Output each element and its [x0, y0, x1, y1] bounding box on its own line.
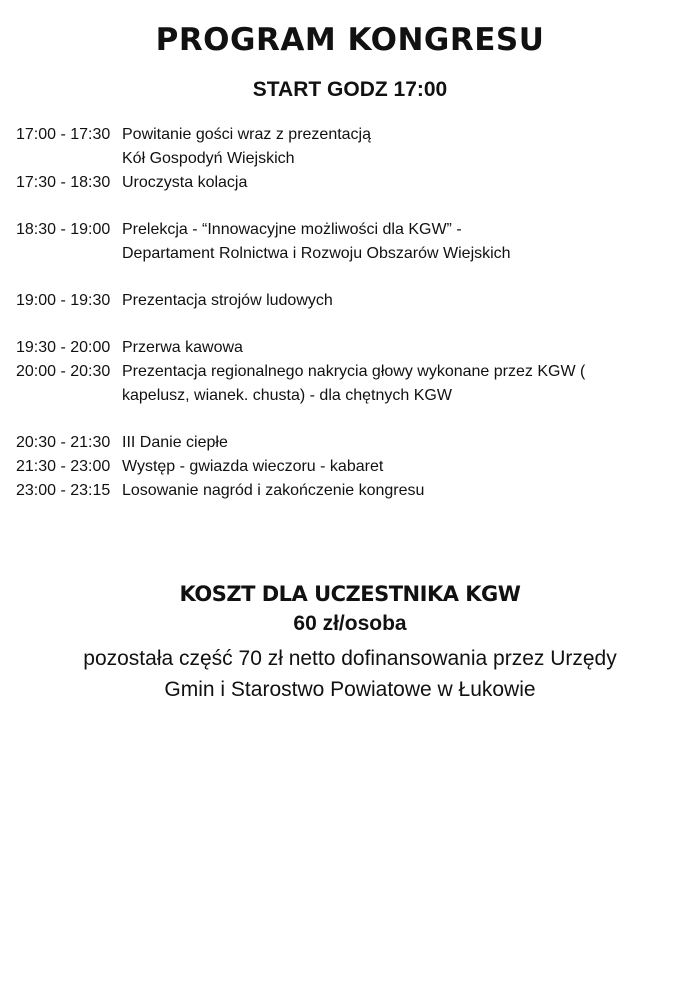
schedule-entry — [16, 123, 696, 171]
entry-line: Przerwa kawowa — [122, 339, 243, 356]
entry-time: 17:30 - 18:30 — [16, 174, 111, 191]
schedule-entry — [16, 218, 696, 266]
entry-line: kapelusz, wianek. chusta) - dla chętnych KGW — [122, 387, 452, 404]
entry-time: 20:30 - 21:30 — [16, 434, 111, 451]
entry-description — [122, 336, 696, 360]
schedule-entry — [16, 360, 696, 408]
entry-time: 21:30 - 23:00 — [16, 458, 111, 475]
schedule-entry — [16, 171, 696, 195]
schedule-entry — [16, 455, 696, 479]
entry-time: 20:00 - 20:30 — [16, 363, 111, 380]
entry-time: 19:00 - 19:30 — [16, 292, 111, 309]
entry-line: Uroczysta kolacja — [122, 174, 248, 191]
cost-price: 60 zł/osoba — [293, 612, 407, 635]
entry-line: Kół Gospodyń Wiejskich — [122, 150, 295, 167]
entry-line: Losowanie nagród i zakończenie kongresu — [122, 482, 425, 499]
entry-line: Powitanie gości wraz z prezentacją — [122, 126, 372, 143]
schedule-entry — [16, 479, 696, 503]
schedule-list — [16, 123, 696, 503]
entry-line: Departament Rolnictwa i Rozwoju Obszarów Wiejskich — [122, 245, 511, 262]
entry-description — [122, 289, 696, 313]
entry-time: 23:00 - 23:15 — [16, 482, 111, 499]
entry-line: Prezentacja strojów ludowych — [122, 292, 333, 309]
entry-description — [122, 123, 696, 171]
entry-time: 19:30 - 20:00 — [16, 339, 111, 356]
entry-line: Prezentacja regionalnego nakrycia głowy wykonane przez KGW ( — [122, 363, 586, 380]
cost-note-line: pozostała część 70 zł netto dofinansowania przez Urzędy — [83, 647, 617, 670]
entry-description — [122, 360, 696, 408]
start-time-subtitle: START GODZ 17:00 — [252, 78, 448, 101]
schedule-entry — [16, 431, 696, 455]
entry-description — [122, 171, 696, 195]
entry-description — [122, 455, 696, 479]
entry-line: Występ - gwiazda wieczoru - kabaret — [122, 458, 384, 475]
cost-note — [0, 643, 700, 705]
entry-description — [122, 218, 696, 266]
schedule-entry — [16, 336, 696, 360]
cost-note-line: Gmin i Starostwo Powiatowe w Łukowie — [164, 678, 536, 701]
entry-description — [122, 479, 696, 503]
schedule-entry — [16, 289, 696, 313]
entry-time: 17:00 - 17:30 — [16, 126, 111, 143]
page-title: PROGRAM KONGRESU — [155, 22, 545, 58]
cost-heading: KOSZT DLA UCZESTNIKA KGW — [179, 582, 521, 606]
entry-description — [122, 431, 696, 455]
entry-line: III Danie ciepłe — [122, 434, 228, 451]
entry-time: 18:30 - 19:00 — [16, 221, 111, 238]
entry-line: Prelekcja - “Innowacyjne możliwości dla KGW” - — [122, 221, 462, 238]
